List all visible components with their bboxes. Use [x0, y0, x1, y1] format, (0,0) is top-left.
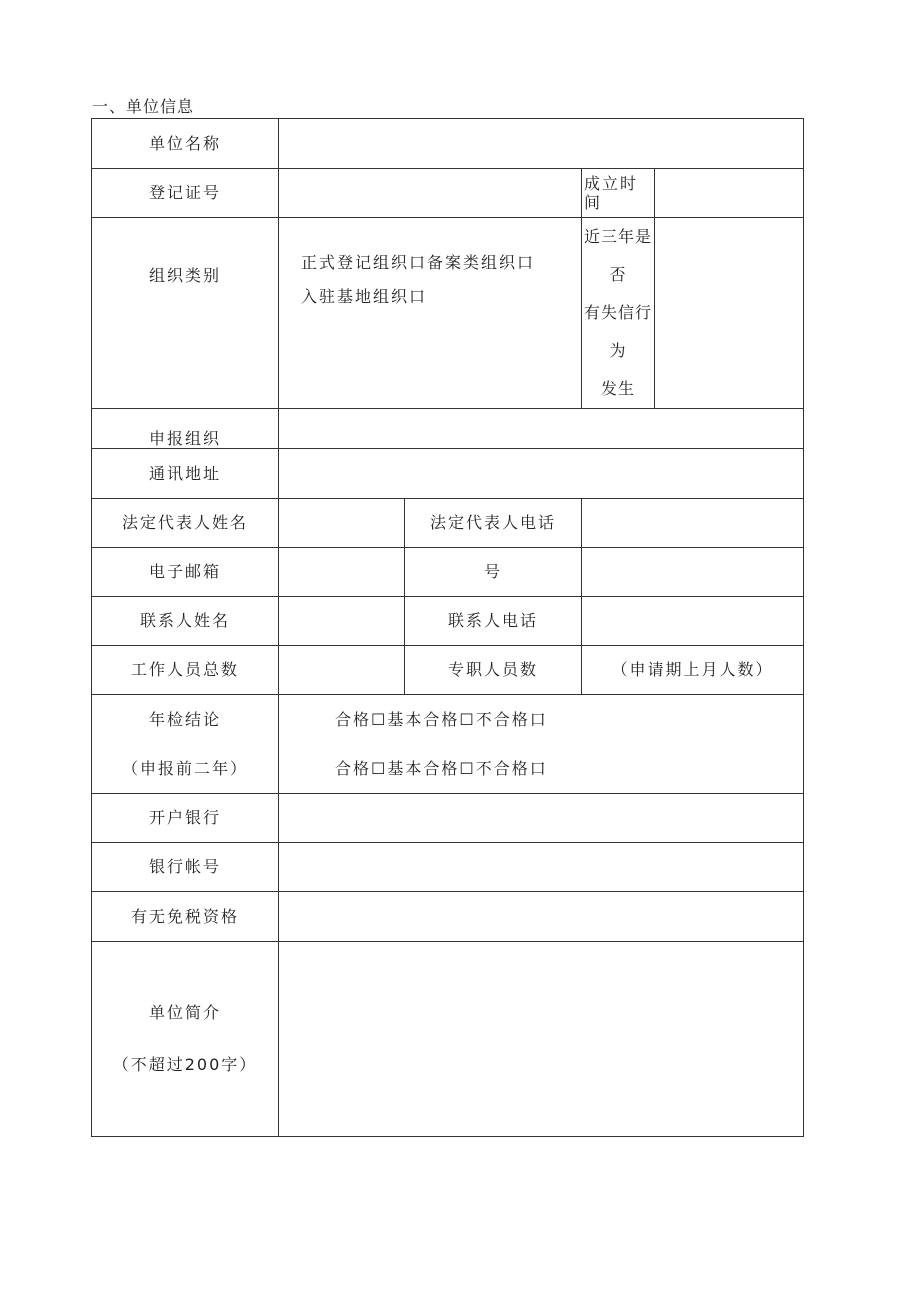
tax-exempt-field[interactable]	[279, 892, 804, 942]
legal-rep-name-label: 法定代表人姓名	[92, 499, 279, 548]
legal-rep-name-field[interactable]	[279, 499, 405, 548]
declarer-label: 申报组织	[92, 409, 279, 449]
org-type-options-line1[interactable]: 正式登记组织口备案类组织口	[301, 253, 536, 272]
intro-label	[92, 942, 279, 1137]
row-org-type	[92, 218, 804, 409]
legal-rep-phone-label: 法定代表人电话	[405, 499, 582, 548]
staff-total-field[interactable]	[279, 646, 405, 695]
address-label: 通讯地址	[92, 449, 279, 499]
tax-exempt-label: 有无免税资格	[92, 892, 279, 942]
contact-name-field[interactable]	[279, 597, 405, 646]
row-legal-rep	[92, 499, 804, 548]
bank-label: 开户银行	[92, 794, 279, 843]
bank-field[interactable]	[279, 794, 804, 843]
staff-note[interactable]: （申请期上月人数）	[582, 646, 804, 695]
dishonest-field[interactable]	[655, 218, 804, 409]
org-type-options[interactable]	[279, 218, 582, 409]
reg-no-label: 登记证号	[92, 169, 279, 218]
email-right-field[interactable]	[582, 548, 804, 597]
row-email	[92, 548, 804, 597]
account-field[interactable]	[279, 843, 804, 892]
reg-no-field[interactable]	[279, 169, 582, 218]
org-name-label: 单位名称	[92, 119, 279, 169]
org-type-label	[92, 218, 279, 409]
email-field[interactable]	[279, 548, 405, 597]
row-contact	[92, 597, 804, 646]
email-right-label: 号	[405, 548, 582, 597]
section-title: 一、单位信息	[92, 97, 195, 116]
address-field[interactable]	[279, 449, 804, 499]
row-intro	[92, 942, 804, 1137]
row-declarer	[92, 409, 804, 449]
row-tax-exempt	[92, 892, 804, 942]
email-label: 电子邮箱	[92, 548, 279, 597]
account-label: 银行帐号	[92, 843, 279, 892]
org-info-table	[91, 118, 804, 1137]
legal-rep-phone-field[interactable]	[582, 499, 804, 548]
founded-label: 成立时间	[582, 169, 655, 218]
contact-name-label: 联系人姓名	[92, 597, 279, 646]
dishonest-question	[582, 218, 655, 409]
annual-check-label-line1: 年检结论	[148, 710, 221, 729]
contact-phone-label: 联系人电话	[405, 597, 582, 646]
annual-check-line2[interactable]: 合格☐基本合格☐不合格口	[335, 759, 548, 778]
org-name-field[interactable]	[279, 119, 804, 169]
annual-check-label	[92, 695, 279, 794]
org-type-options-line2[interactable]: 入驻基地组织口	[301, 287, 428, 306]
annual-check-options[interactable]	[279, 695, 804, 794]
annual-check-label-line2: （申报前二年）	[121, 759, 248, 778]
dishonest-question-line3: 发生	[600, 379, 635, 398]
row-staff	[92, 646, 804, 695]
dishonest-question-line1: 近三年是否	[583, 227, 652, 284]
intro-label-line1: 单位简介	[148, 1003, 221, 1022]
staff-fulltime-label: 专职人员数	[405, 646, 582, 695]
row-annual-check	[92, 695, 804, 794]
declarer-field[interactable]	[279, 409, 804, 449]
contact-phone-field[interactable]	[582, 597, 804, 646]
org-type-label-text: 组织类别	[148, 266, 221, 285]
founded-field[interactable]	[655, 169, 804, 218]
dishonest-question-line2: 有失信行为	[583, 303, 652, 360]
row-org-name	[92, 119, 804, 169]
row-reg-no	[92, 169, 804, 218]
row-account	[92, 843, 804, 892]
annual-check-line1[interactable]: 合格☐基本合格☐不合格口	[335, 710, 548, 729]
row-bank	[92, 794, 804, 843]
intro-label-line2: （不超过200字）	[112, 1055, 258, 1074]
row-address	[92, 449, 804, 499]
staff-total-label: 工作人员总数	[92, 646, 279, 695]
intro-field[interactable]	[279, 942, 804, 1137]
